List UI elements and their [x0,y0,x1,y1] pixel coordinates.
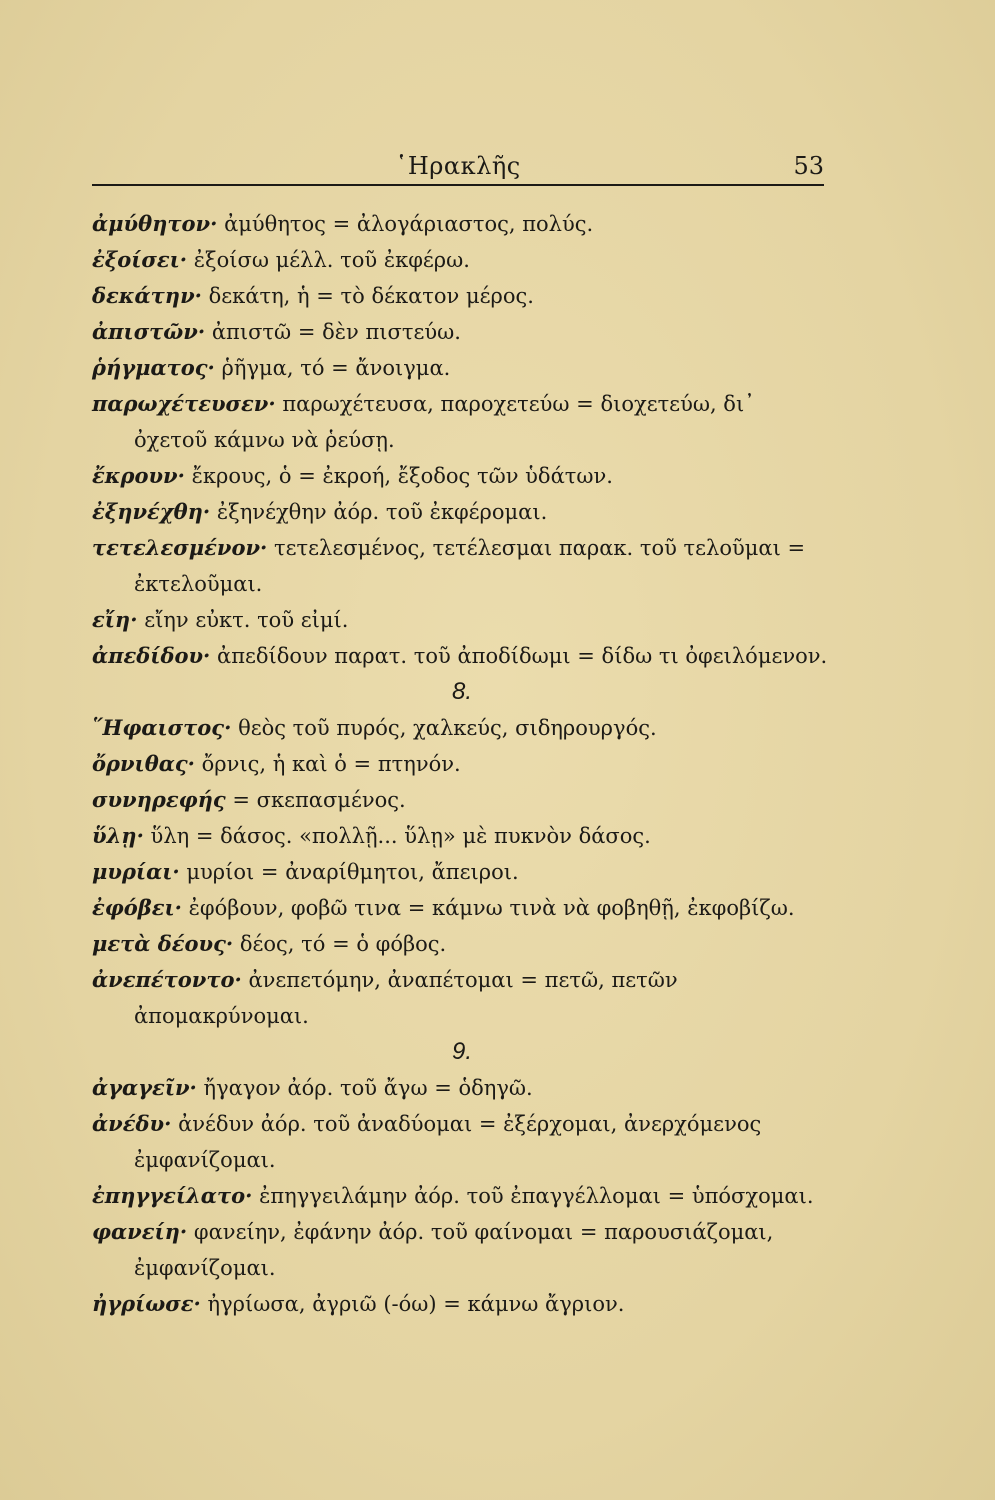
entry-definition: ἐφόβουν, φοβῶ τινα = κάμνω τινὰ νὰ φοβηθῇ, ἐκφοβίζω. [181,896,795,920]
entry-lemma: ἀνέδυ· [92,1111,172,1136]
entry-definition: θεὸς τοῦ πυρός, χαλκεύς, σιδηρουργός. [231,716,657,740]
entry-lemma: ἐπηγγείλατο· [92,1183,253,1208]
glossary-entry [92,854,832,890]
entry-definition: ῥῆγμα, τό = ἄνοιγμα. [214,356,451,380]
entry-lemma: ἀπεδίδου· [92,643,211,668]
entry-lemma: ἀμύθητον· [92,211,218,236]
page-number: 53 [793,152,824,180]
entry-definition: ἠγρίωσα, ἀγριῶ (-όω) = κάμνω ἄγριον. [200,1292,625,1316]
entry-definition: τετελεσμένος, τετέλεσμαι παρακ. τοῦ τελοῦμαι = ἐκτελοῦμαι. [134,536,806,596]
glossary-entry [92,1214,832,1286]
glossary-entry [92,746,832,782]
entry-lemma: δεκάτην· [92,283,202,308]
glossary-entry [92,638,832,674]
glossary-entry [92,314,832,350]
glossary-entry [92,962,832,1034]
entry-definition: ἀμύθητος = ἀλογάριαστος, πολύς. [217,212,594,236]
entry-definition: ἐξηνέχθην ἀόρ. τοῦ ἐκφέρομαι. [210,500,548,524]
glossary-entries [92,206,832,1322]
glossary-entry [92,890,832,926]
entry-lemma: ἀγαγεῖν· [92,1075,197,1100]
entry-lemma: ἀνεπέτοντο· [92,967,242,992]
entry-lemma: μυρίαι· [92,859,180,884]
glossary-entry [92,350,832,386]
glossary-entry [92,386,832,458]
running-title: ῾Ηρακλῆς [395,152,521,180]
glossary-entry [92,1178,832,1214]
entry-lemma: εἴη· [92,607,138,632]
glossary-entry [92,530,832,602]
entry-lemma: τετελεσμένον· [92,535,268,560]
glossary-entry [92,1286,832,1322]
section-number: 9. [451,1038,472,1065]
glossary-entry [92,710,832,746]
entry-definition: δεκάτη, ἡ = τὸ δέκατον μέρος. [201,284,534,308]
entry-lemma: ἔκρουν· [92,463,185,488]
entry-lemma: φανείη· [92,1219,188,1244]
entry-definition: = σκεπασμένος. [225,788,406,812]
entry-lemma: ῥήγματος· [92,355,215,380]
glossary-entry [92,818,832,854]
entry-lemma: ἐφόβει· [92,895,182,920]
entry-definition: ἔκρους, ὁ = ἐκροή, ἔξοδος τῶν ὑδάτων. [184,464,613,488]
entry-definition: δέος, τό = ὁ φόβος. [233,932,447,956]
entry-definition: ἀπεδίδουν παρατ. τοῦ ἀποδίδωμι = δίδω τι ὀφειλόμενον. [210,644,828,668]
entry-definition: ὕλη = δάσος. «πολλῇ... ὕλῃ» μὲ πυκνὸν δάσος. [143,824,651,848]
entry-lemma: ὕλῃ· [92,823,144,848]
entry-lemma: ἀπιστῶν· [92,319,206,344]
entry-lemma: μετὰ δέους· [92,931,234,956]
entry-definition: ὄρνις, ἡ καὶ ὁ = πτηνόν. [194,752,461,776]
page-header [92,148,824,184]
entry-definition: εἴην εὐκτ. τοῦ εἰμί. [137,608,349,632]
glossary-entry [92,458,832,494]
entry-definition: μυρίοι = ἀναρίθμητοι, ἄπειροι. [179,860,519,884]
glossary-entry [92,1070,832,1106]
entry-lemma: συνηρεφής [92,787,226,812]
glossary-entry [92,1106,832,1178]
entry-lemma: ῞Ηφαιστος· [92,715,232,740]
section-number: 8. [451,678,472,705]
entry-definition: ἀνεπετόμην, ἀναπέτομαι = πετῶ, πετῶν ἀπομακρύνομαι. [134,968,678,1028]
header-rule [92,184,824,186]
entry-definition: ἐπηγγειλάμην ἀόρ. τοῦ ἐπαγγέλλομαι = ὑπόσχομαι. [252,1184,814,1208]
glossary-entry [92,278,832,314]
entry-definition: ἤγαγον ἀόρ. τοῦ ἄγω = ὁδηγῶ. [196,1076,533,1100]
entry-lemma: ἐξοίσει· [92,247,188,272]
entry-definition: ἀπιστῶ = δὲν πιστεύω. [205,320,461,344]
entry-lemma: ἐξηνέχθη· [92,499,211,524]
glossary-entry [92,206,832,242]
glossary-entry [92,782,832,818]
entry-lemma: παρωχέτευσεν· [92,391,276,416]
entry-definition: παρωχέτευσα, παροχετεύω = διοχετεύω, δι᾿ ὀχετοῦ κάμνω νὰ ῥεύσῃ. [134,392,755,452]
entry-lemma: ὄρνιθας· [92,751,195,776]
entry-definition: φανείην, ἐφάνην ἀόρ. τοῦ φαίνομαι = παρουσιάζομαι, ἐμφανίζομαι. [134,1220,774,1280]
entry-lemma: ἠγρίωσε· [92,1291,201,1316]
entry-definition: ἐξοίσω μέλλ. τοῦ ἐκφέρω. [187,248,470,272]
glossary-entry [92,602,832,638]
glossary-entry [92,242,832,278]
entry-definition: ἀνέδυν ἀόρ. τοῦ ἀναδύομαι = ἐξέρχομαι, ἀνερχόμενος ἐμφανίζομαι. [134,1112,762,1172]
glossary-entry [92,926,832,962]
glossary-entry [92,494,832,530]
